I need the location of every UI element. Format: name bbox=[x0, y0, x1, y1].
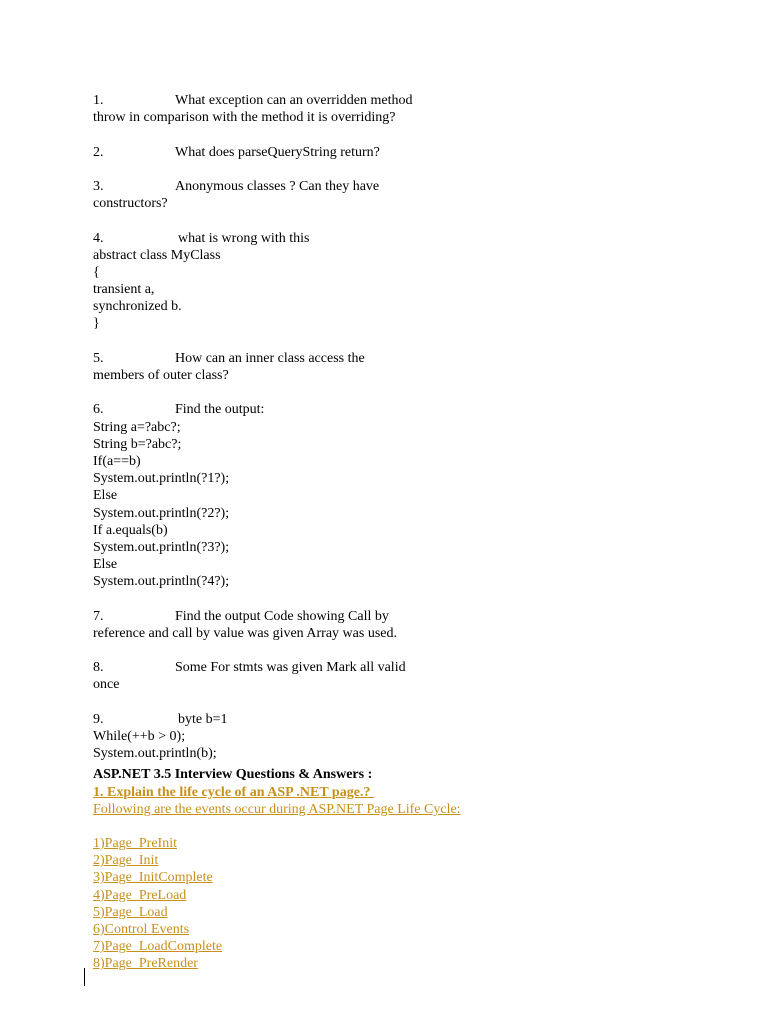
code-line: System.out.println(?3?); bbox=[93, 539, 230, 555]
question-text: what is wrong with this bbox=[178, 230, 310, 246]
code-line: System.out.println(?1?); bbox=[93, 471, 230, 487]
question-2 bbox=[93, 144, 713, 161]
spacer bbox=[93, 333, 713, 350]
question-number: 4. bbox=[93, 230, 104, 246]
event-link[interactable]: 1)Page_PreInit bbox=[93, 836, 177, 852]
asp-intro-link[interactable]: Following are the events occur during ASP.NET Page Life Cycle: bbox=[93, 801, 461, 817]
event-link[interactable]: 4)Page_PreLoad bbox=[93, 887, 187, 903]
spacer bbox=[93, 384, 713, 401]
question-number: 3. bbox=[93, 178, 104, 194]
question-text: How can an inner class access the bbox=[175, 350, 365, 366]
margin-rule bbox=[84, 968, 85, 986]
question-text: Some For stmts was given Mark all valid bbox=[175, 660, 406, 676]
question-6 bbox=[93, 401, 713, 418]
code-line: While(++b > 0); bbox=[93, 728, 186, 744]
question-text: Find the output: bbox=[175, 402, 265, 418]
section-heading: ASP.NET 3.5 Interview Questions & Answers : bbox=[93, 767, 373, 783]
event-link[interactable]: 3)Page_InitComplete bbox=[93, 870, 213, 886]
question-8-continuation: once bbox=[93, 677, 120, 693]
code-line: If(a==b) bbox=[93, 453, 141, 469]
question-5 bbox=[93, 350, 713, 367]
question-number: 5. bbox=[93, 350, 104, 366]
question-number: 6. bbox=[93, 402, 104, 418]
spacer bbox=[93, 161, 713, 178]
question-text: Anonymous classes ? Can they have bbox=[175, 178, 380, 194]
question-number: 2. bbox=[93, 144, 104, 160]
question-text: byte b=1 bbox=[178, 711, 228, 727]
question-8 bbox=[93, 659, 713, 676]
question-number: 7. bbox=[93, 608, 104, 624]
code-line: Else bbox=[93, 557, 118, 573]
question-text: Find the output Code showing Call by bbox=[175, 608, 389, 624]
spacer bbox=[93, 126, 713, 143]
event-link[interactable]: 8)Page_PreRender bbox=[93, 956, 198, 972]
question-7-continuation: reference and call by value was given Array was used. bbox=[93, 625, 397, 641]
document-body bbox=[93, 92, 713, 973]
code-line: { bbox=[93, 264, 100, 280]
asp-question-link[interactable]: 1. Explain the life cycle of an ASP .NET page.? bbox=[93, 784, 374, 800]
event-link[interactable]: 7)Page_LoadComplete bbox=[93, 939, 223, 955]
question-4 bbox=[93, 230, 713, 247]
event-link[interactable]: 5)Page_Load bbox=[93, 904, 168, 920]
question-number: 9. bbox=[93, 711, 104, 727]
code-line: abstract class MyClass bbox=[93, 247, 221, 263]
spacer bbox=[93, 212, 713, 229]
question-7 bbox=[93, 608, 713, 625]
spacer bbox=[93, 694, 713, 711]
question-9 bbox=[93, 711, 713, 728]
code-line: If a.equals(b) bbox=[93, 522, 168, 538]
question-text: What does parseQueryString return? bbox=[175, 144, 380, 160]
spacer bbox=[93, 642, 713, 659]
question-number: 1. bbox=[93, 93, 104, 108]
spacer bbox=[93, 590, 713, 607]
spacer bbox=[93, 818, 713, 835]
question-text: What exception can an overridden method bbox=[175, 93, 413, 108]
event-link[interactable]: 2)Page_Init bbox=[93, 853, 159, 869]
question-3-continuation: constructors? bbox=[93, 196, 168, 212]
code-line: Else bbox=[93, 488, 118, 504]
event-link[interactable]: 6)Control Events bbox=[93, 922, 190, 937]
question-1-continuation: throw in comparison with the method it is overriding? bbox=[93, 110, 396, 126]
code-line: } bbox=[93, 316, 100, 332]
code-line: transient a, bbox=[93, 282, 155, 298]
code-line: String b=?abc?; bbox=[93, 436, 182, 452]
question-5-continuation: members of outer class? bbox=[93, 368, 229, 383]
code-line: System.out.println(?2?); bbox=[93, 505, 230, 521]
code-line: String a=?abc?; bbox=[93, 419, 181, 435]
question-3 bbox=[93, 178, 713, 195]
question-1 bbox=[93, 92, 713, 109]
code-line: System.out.println(b); bbox=[93, 746, 217, 762]
question-number: 8. bbox=[93, 660, 104, 676]
code-line: synchronized b. bbox=[93, 299, 182, 315]
code-line: System.out.println(?4?); bbox=[93, 574, 230, 590]
